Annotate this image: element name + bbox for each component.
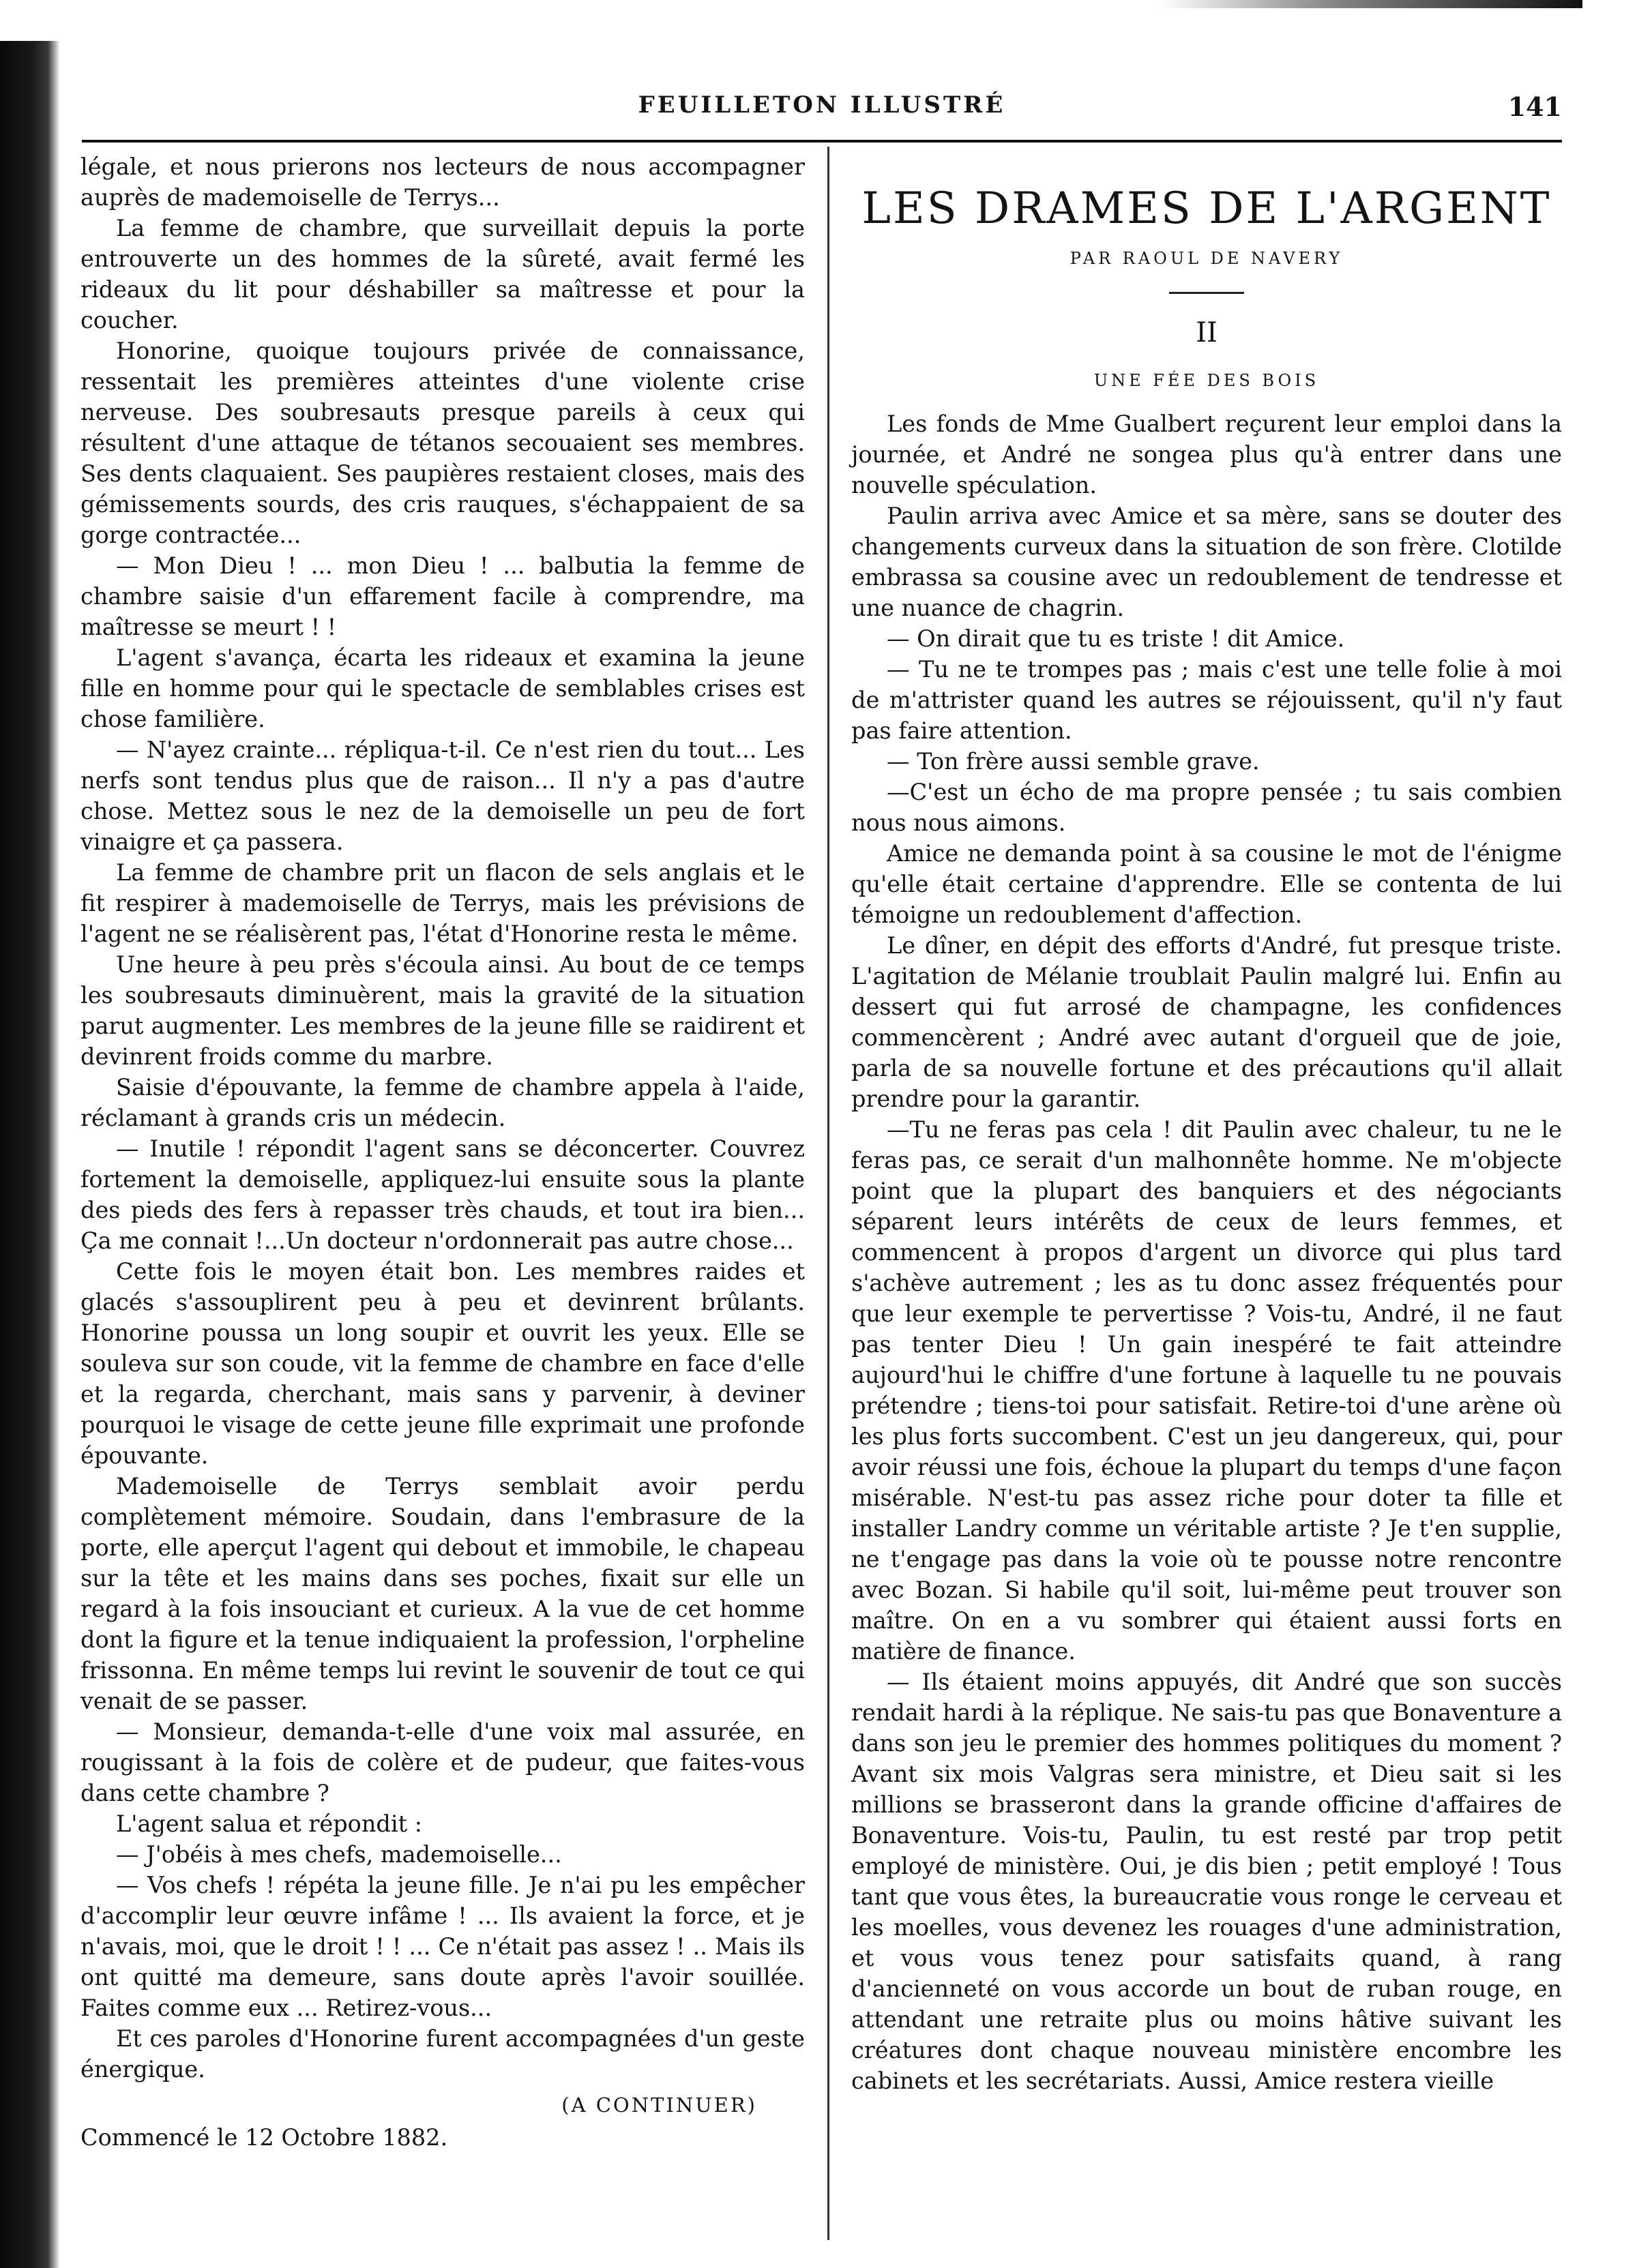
- page-number: 141: [1507, 91, 1562, 122]
- paragraph: — Ils étaient moins appuyés, dit André que son succès rendait hardi à la réplique. Ne sais-tu pas que Bonaventure a dans son jeu le premier des hommes politiques du moment ? Avant six mois Valgras sera ministre, et Dieu sait si les millions se brasseront dans la grande officine d'affaires de Bonaventure. Vois-tu, Paulin, tu est resté par trop petit employé de ministère. Oui, je dis bien ; petit employé ! Tous tant que vous êtes, la bureaucratie vous ronge le cerveau et les moelles, vous devenez les rouages d'une administration, et vous vous tenez pour satisfaits quand, à rang d'ancienneté on vous accorde un bout de ruban rouge, en attendant une retraite plus ou moins hâtive suivant les créatures dont chaque nouveau ministère encombre les cabinets et les secrétariats. Aussi, Amice restera vieille: [851, 1669, 1562, 2094]
- scan-binding-edge: [0, 41, 60, 2268]
- paragraph: Mademoiselle de Terrys semblait avoir perdu complètement mémoire. Soudain, dans l'embrasure de la porte, elle aperçut l'agent qui debout et immobile, le chapeau sur la tête et les mains dans ses poches, fixait sur elle un regard à la fois insouciant et curieux. A la vue de cet homme dont la figure et la tenue indiquaient la profession, l'orpheline frissonna. En même temps lui revint le souvenir de tout ce qui venait de se passer.: [80, 1473, 805, 1714]
- left-column: [80, 151, 805, 2153]
- paragraph: — Inutile ! répondit l'agent sans se déconcerter. Couvrez fortement la demoiselle, appliquez-lui ensuite sous la plante des pieds des fers à repasser très chauds, et tout ira bien... Ça me connait !...Un docteur n'ordonnerait pas autre chose...: [80, 1135, 805, 1254]
- paragraph: — Mon Dieu ! ... mon Dieu ! ... balbutia la femme de chambre saisie d'un effarement facile à comprendre, ma maîtresse se meurt ! !: [80, 552, 805, 640]
- running-title: FEUILLETON ILLUSTRÉ: [638, 91, 1006, 119]
- paragraph: légale, et nous prierons nos lecteurs de nous accompagner auprès de mademoiselle de Terrys...: [80, 153, 805, 211]
- paragraph: Amice ne demanda point à sa cousine le mot de l'énigme qu'elle était certaine d'apprendre. Elle se contenta de lui témoigne un redoublement d'affection.: [851, 840, 1562, 928]
- paragraph: — Vos chefs ! répéta la jeune fille. Je n'ai pu les empêcher d'accomplir leur œuvre infâme ! ... Ils avaient la force, et je n'avais, moi, que le droit ! ! ... Ce n'était pas assez ! .. Mais ils ont quitté ma demeure, sans doute après l'avoir souillée. Faites comme eux ... Retirez-vous...: [80, 1872, 805, 2021]
- serial-title: LES DRAMES DE L'ARGENT: [861, 183, 1552, 234]
- chapter-title: UNE FÉE DES BOIS: [1093, 371, 1320, 390]
- paragraph: Cette fois le moyen était bon. Les membres raides et glacés s'assouplirent peu à peu et devinrent brûlants. Honorine poussa un long soupir et ouvrit les yeux. Elle se souleva sur son coude, vit la femme de chambre en face d'elle et la regarda, cherchant, mais sans y parvenir, à deviner pourquoi le visage de cette jeune fille exprimait une profonde épouvante.: [80, 1258, 805, 1469]
- paragraph: —C'est un écho de ma propre pensée ; tu sais combien nous nous aimons.: [851, 779, 1562, 836]
- to-continue-note: (A CONTINUER): [561, 2093, 757, 2117]
- paragraph: La femme de chambre prit un flacon de sels anglais et le fit respirer à mademoiselle de Terrys, mais les prévisions de l'agent ne se réalisèrent pas, l'état d'Honorine resta le même.: [80, 859, 805, 947]
- running-head: [82, 89, 1562, 130]
- paragraph: Honorine, quoique toujours privée de connaissance, ressentait les premières atteintes d'une violente crise nerveuse. Des soubresauts presque pareils à ceux qui résultent d'une attaque de tétanos secouaient ses membres. Ses dents claquaient. Ses paupières restaient closes, mais des gémissements sourds, des cris rauques, s'échappaient de sa gorge contractée...: [80, 338, 805, 548]
- paragraph: Les fonds de Mme Gualbert reçurent leur emploi dans la journée, et André ne songea plus qu'à entrer dans une nouvelle spéculation.: [851, 411, 1562, 498]
- paragraph: —Tu ne feras pas cela ! dit Paulin avec chaleur, tu ne le feras pas, ce serait d'un malhonnête homme. Ne m'objecte point que la plupart des banquiers et des négociants séparent leurs intérêts de ceux de leurs femmes, et commencent à propos d'argent un divorce qui plus tard s'achève autrement ; les as tu donc assez fréquentés pour que leur exemple te pervertisse ? Vois-tu, André, il ne faut pas tenter Dieu ! Un gain inespéré te fait atteindre aujourd'hui le chiffre d'une fortune à laquelle tu ne pouvais prétendre ; tiens-toi pour satisfait. Retire-toi d'une arène où les plus forts succombent. C'est un jeu dangereux, qui, pour avoir réussi une fois, échoue la plupart du temps d'une façon misérable. N'est-tu pas assez riche pour doter ta fille et installer Landry comme un véritable artiste ? Je t'en supplie, ne t'engage pas dans la voie où te pousse notre rencontre avec Bozan. Si habile qu'il soit, lui-même peut trouver son maître. On en a vu sombrer qui étaient aussi forts en matière de finance.: [851, 1116, 1562, 1665]
- paragraph: — Ton frère aussi semble grave.: [887, 748, 1260, 775]
- paragraph: — N'ayez crainte... répliqua-t-il. Ce n'est rien du tout... Les nerfs sont tendus plus que de raison... Il n'y a pas d'autre chose. Mettez sous le nez de la demoiselle un peu de fort vinaigre et ça passera.: [80, 736, 805, 855]
- paragraph: — Tu ne te trompes pas ; mais c'est une telle folie à moi de m'attrister quand les autres se réjouissent, qu'il n'y faut pas faire attention.: [851, 656, 1562, 744]
- paragraph: Une heure à peu près s'écoula ainsi. Au bout de ce temps les soubresauts diminuèrent, mais la gravité de la situation parut augmenter. Les membres de la jeune fille se raidirent et devinrent froids comme du marbre.: [80, 951, 805, 1070]
- author-byline: PAR RAOUL DE NAVERY: [1070, 249, 1344, 268]
- started-date-note: Commencé le 12 Octobre 1882.: [80, 2124, 448, 2151]
- paragraph: — On dirait que tu es triste ! dit Amice.: [887, 625, 1345, 652]
- paragraph: Paulin arriva avec Amice et sa mère, sans se douter des changements curveux dans la situation de son frère. Clotilde embrassa sa cousine avec un redoublement de tendresse et une nuance de chagrin.: [851, 503, 1562, 621]
- paragraph: — Monsieur, demanda-t-elle d'une voix mal assurée, en rougissant à la fois de colère et de pudeur, que faites-vous dans cette chambre ?: [80, 1718, 805, 1806]
- paragraph: Et ces paroles d'Honorine furent accompagnées d'un geste énergique.: [80, 2025, 805, 2083]
- column-divider: [827, 147, 829, 2240]
- right-column: [851, 151, 1562, 2096]
- scan-artifact-top: [1160, 0, 1582, 8]
- chapter-number: II: [1196, 317, 1218, 348]
- header-rule: [82, 140, 1562, 143]
- paragraph: — J'obéis à mes chefs, mademoiselle...: [116, 1841, 562, 1868]
- title-rule: [1169, 292, 1244, 294]
- paragraph: L'agent salua et répondit :: [116, 1810, 422, 1837]
- paragraph: Saisie d'épouvante, la femme de chambre appela à l'aide, réclamant à grands cris un médecin.: [80, 1074, 805, 1131]
- paragraph: Le dîner, en dépit des efforts d'André, fut presque triste. L'agitation de Mélanie troublait Paulin malgré lui. Enfin au dessert qui fut arrosé de champagne, les confidences commencèrent ; André avec autant d'orgueil que de joie, parla de sa nouvelle fortune et des précautions qu'il allait prendre pour la garantir.: [851, 932, 1562, 1112]
- paragraph: La femme de chambre, que surveillait depuis la porte entrouverte un des hommes de la sûreté, avait fermé les rideaux du lit pour déshabiller sa maîtresse et pour la coucher.: [80, 215, 805, 333]
- paragraph: L'agent s'avança, écarta les rideaux et examina la jeune fille en homme pour qui le spectacle de semblables crises est chose familière.: [80, 644, 805, 732]
